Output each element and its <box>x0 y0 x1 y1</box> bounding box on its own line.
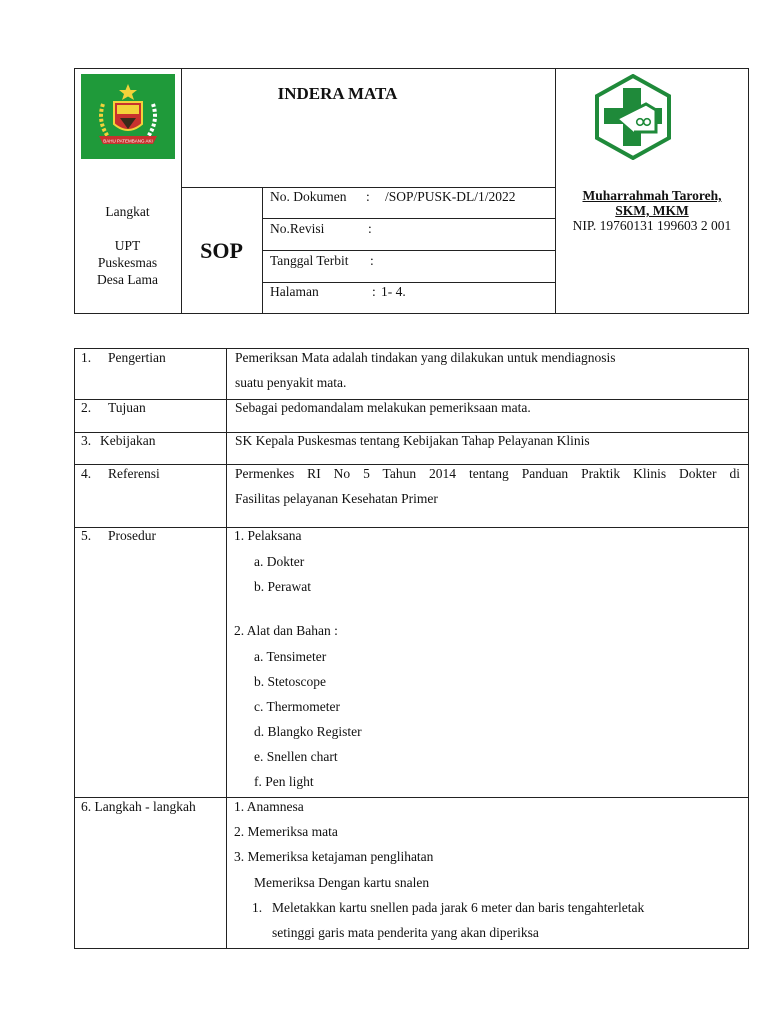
row-num: 4. <box>81 466 92 481</box>
list-item: 2. Memeriksa mata <box>234 824 338 839</box>
row-num: 1. <box>81 350 92 365</box>
group-title-pelaksana: 1. Pelaksana <box>234 528 302 543</box>
signatory-nip: NIP. 19760131 199603 2 001 <box>572 218 732 233</box>
row-num: 2. <box>81 400 92 415</box>
row-text-line1: Permenkes RI No 5 Tahun 2014 tentang Panduan Praktik Klinis Dokter di <box>235 466 740 481</box>
field-label: Halaman <box>270 284 319 299</box>
langkat-emblem-logo <box>81 74 175 159</box>
list-item: a. Tensimeter <box>254 649 327 664</box>
row-text-line1: Pemeriksan Mata adalah tindakan yang dilakukan untuk mendiagnosis <box>235 350 616 365</box>
org-region: Langkat <box>105 204 150 219</box>
list-item: b. Stetoscope <box>254 674 326 689</box>
list-item: f. Pen light <box>254 774 314 789</box>
puskesmas-logo <box>594 74 672 160</box>
row-text-line2: suatu penyakit mata. <box>235 375 347 390</box>
row-label: Pengertian <box>108 350 166 365</box>
list-item: b. Perawat <box>254 579 311 594</box>
row-label: Referensi <box>108 466 160 481</box>
row-text: Sebagai pedomandalam melakukan pemeriksaan mata. <box>235 400 531 415</box>
field-value: /SOP/PUSK-DL/1/2022 <box>385 189 516 204</box>
field-label: No.Revisi <box>270 221 325 236</box>
row-label: 6. Langkah - langkah <box>81 799 196 814</box>
langkat-emblem-icon <box>81 74 175 159</box>
signatory-name-line2: SKM, MKM <box>615 203 689 218</box>
field-sep: : <box>368 221 372 236</box>
row-text: SK Kepala Puskesmas tentang Kebijakan Tahap Pelayanan Klinis <box>235 433 590 448</box>
row-label: Prosedur <box>108 528 156 543</box>
list-item: e. Snellen chart <box>254 749 338 764</box>
row-num: 3. <box>81 433 92 448</box>
list-item: c. Thermometer <box>254 699 340 714</box>
org-unit: UPT <box>114 238 141 253</box>
page-title: INDERA MATA <box>277 84 398 103</box>
list-item: 3. Memeriksa ketajaman penglihatan <box>234 849 434 864</box>
sub-title: Memeriksa Dengan kartu snalen <box>254 875 430 890</box>
row-label: Kebijakan <box>100 433 156 448</box>
row-text-line2: Fasilitas pelayanan Kesehatan Primer <box>235 491 438 506</box>
field-value: 1- 4. <box>381 284 406 299</box>
list-item: 1. Anamnesa <box>234 799 304 814</box>
row-label: Tujuan <box>108 400 146 415</box>
list-item: a. Dokter <box>254 554 305 569</box>
field-sep: : <box>370 253 374 268</box>
svg-text:BAHU PATEMBANG AKI: BAHU PATEMBANG AKI <box>103 138 153 144</box>
sub-line1: Meletakkan kartu snellen pada jarak 6 meter dan baris tengahterletak <box>272 900 645 915</box>
field-sep: : <box>372 284 376 299</box>
signatory-name <box>555 188 749 218</box>
field-sep: : <box>366 189 370 204</box>
list-item: d. Blangko Register <box>254 724 362 739</box>
org-name-2: Desa Lama <box>96 272 159 287</box>
signatory-name-line1: Muharrahmah Taroreh, <box>582 188 722 203</box>
sub-line2: setinggi garis mata penderita yang akan diperiksa <box>272 925 539 940</box>
org-name-1: Puskesmas <box>97 255 158 270</box>
field-label: Tanggal Terbit <box>270 253 349 268</box>
field-label: No. Dokumen <box>270 189 347 204</box>
puskesmas-cross-icon <box>594 74 672 160</box>
sub-num: 1. <box>252 900 263 915</box>
sop-label: SOP <box>200 238 243 263</box>
group-title-alat: 2. Alat dan Bahan : <box>234 623 338 638</box>
row-num: 5. <box>81 528 92 543</box>
